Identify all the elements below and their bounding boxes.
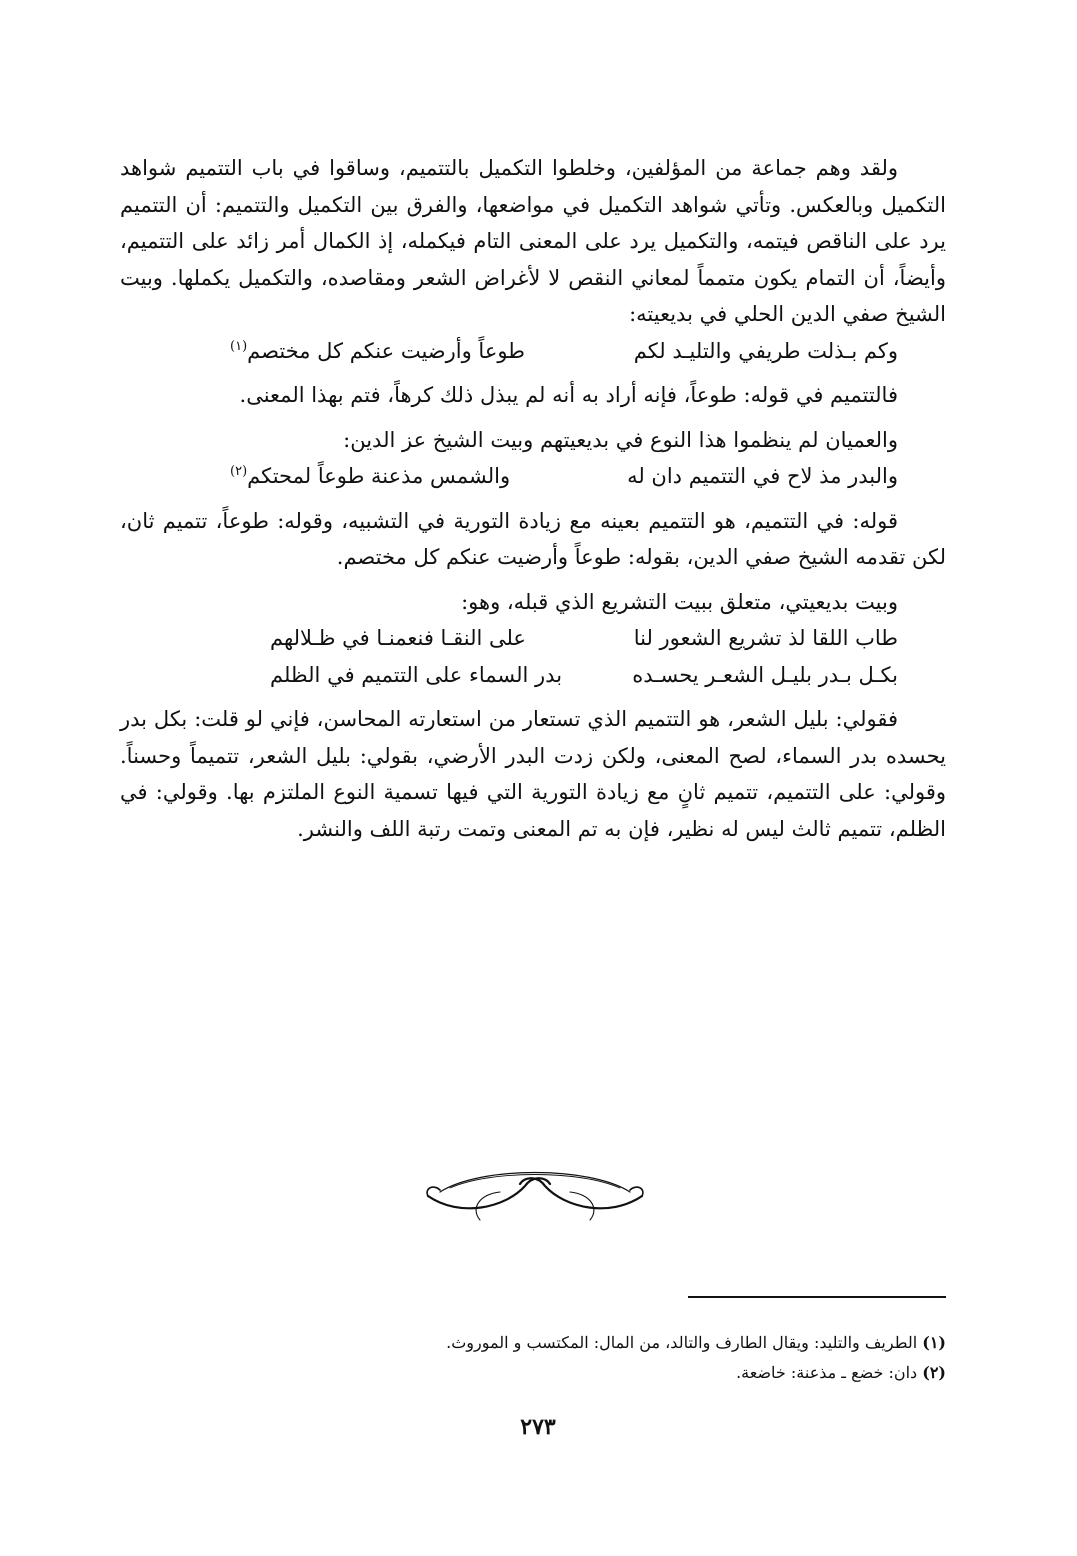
verse-4-second-hemistich: بدر السماء على التتميم في الظلم — [270, 662, 563, 687]
verse-4 — [120, 657, 946, 694]
verse-3-first-hemistich: طاب اللقا لذ تشريع الشعور لنا — [633, 626, 898, 650]
page-number: ٢٧٣ — [520, 1414, 556, 1440]
footnote-1-number: (١) — [922, 1333, 946, 1352]
verse-1-second-hemistich — [230, 333, 525, 370]
paragraph-6: فقولي: بليل الشعر، هو التتميم الذي تستعار من استعارته المحاسن، فإني لو قلت: بكل بدر يحسده بدر السماء، لصح المعنى، ولكن زدت البدر الأرضي، بقولي: بليل الشعر، تتميماً وحسناً. وقولي: على التتميم، تتميم ثانٍ مع زيادة التورية التي فيها تسمية النوع الملتزم بها. وقولي: في الظلم، تتميم ثالث ليس له نظير، فإن به تم المعنى وتمت رتبة اللف والنشر. — [120, 707, 946, 841]
footnote-1-text: الطريف والتليد: ويقال الطارف والتالد، من المال: المكتسب و الموروث. — [446, 1333, 918, 1352]
verse-2-first-hemistich: والبدر مذ لاح في التتميم دان له — [627, 464, 898, 488]
flourish-ornament-icon — [420, 1158, 650, 1228]
verse-3 — [120, 620, 946, 657]
verse-2-second-hemistich — [230, 458, 510, 495]
verse-1 — [120, 333, 946, 370]
verse-4-first-hemistich: بكـل بـدر بليـل الشعـر يحسـده — [632, 662, 898, 687]
paragraph-1: ولقد وهم جماعة من المؤلفين، وخلطوا التكميل بالتتميم، وساقوا في باب التتميم شواهد التكميل وبالعكس. وتأتي شواهد التكميل في مواضعها، والفرق بين التكميل والتتميم: أن التتميم يرد على الناقص فيتمه، والتكميل يرد على المعنى التام فيكمله، إذ الكمال أمر زائد على التتميم، وأيضاً، أن التمام يكون متمماً لمعاني النقص لا لأغراض الشعر ومقاصده، والتكميل يكملها. وبيت الشيخ صفي الدين الحلي في بديعيته: — [120, 156, 946, 326]
verse-2 — [120, 458, 946, 495]
footnote-1 — [200, 1328, 946, 1358]
paragraph-3: والعميان لم ينظموا هذا النوع في بديعيتهم وبيت الشيخ عز الدين: — [343, 427, 898, 452]
verse-1-second-text: طوعاً وأرضيت عنكم كل مختصم — [247, 338, 525, 363]
paragraph-4: قوله: في التتميم، هو التتميم بعينه مع زيادة التورية في التشبيه، وقوله: طوعاً، تتميم ثان، لكن تقدمه الشيخ صفي الدين، بقوله: طوعاً وأرضيت عنكم كل مختصم. — [120, 508, 946, 569]
footnote-2-text: دان: خضع ـ مذعنة: خاضعة. — [736, 1363, 918, 1382]
verse-1-first-hemistich: وكم بـذلت طريفي والتليـد لكم — [633, 338, 898, 363]
paragraph-5: وبيت بديعيتي، متعلق ببيت التشريع الذي قبله، وهو: — [461, 589, 898, 614]
footnote-divider — [688, 1296, 946, 1298]
verse-2-second-text: والشمس مذعنة طوعاً لمحتكم — [247, 464, 511, 488]
footnote-2 — [200, 1358, 946, 1388]
verse-3-second-hemistich: على النقـا فنعمنـا في ظـلالهم — [270, 626, 526, 650]
footnote-ref-2: (٢) — [230, 464, 248, 479]
main-text — [120, 150, 946, 847]
paragraph-2: فالتتميم في قوله: طوعاً، فإنه أراد به أنه لم يبذل ذلك كرهاً، فتم بهذا المعنى. — [239, 383, 898, 407]
footnote-ref-1: (١) — [230, 338, 248, 354]
footnotes — [200, 1328, 946, 1388]
footnote-2-number: (٢) — [922, 1363, 946, 1382]
